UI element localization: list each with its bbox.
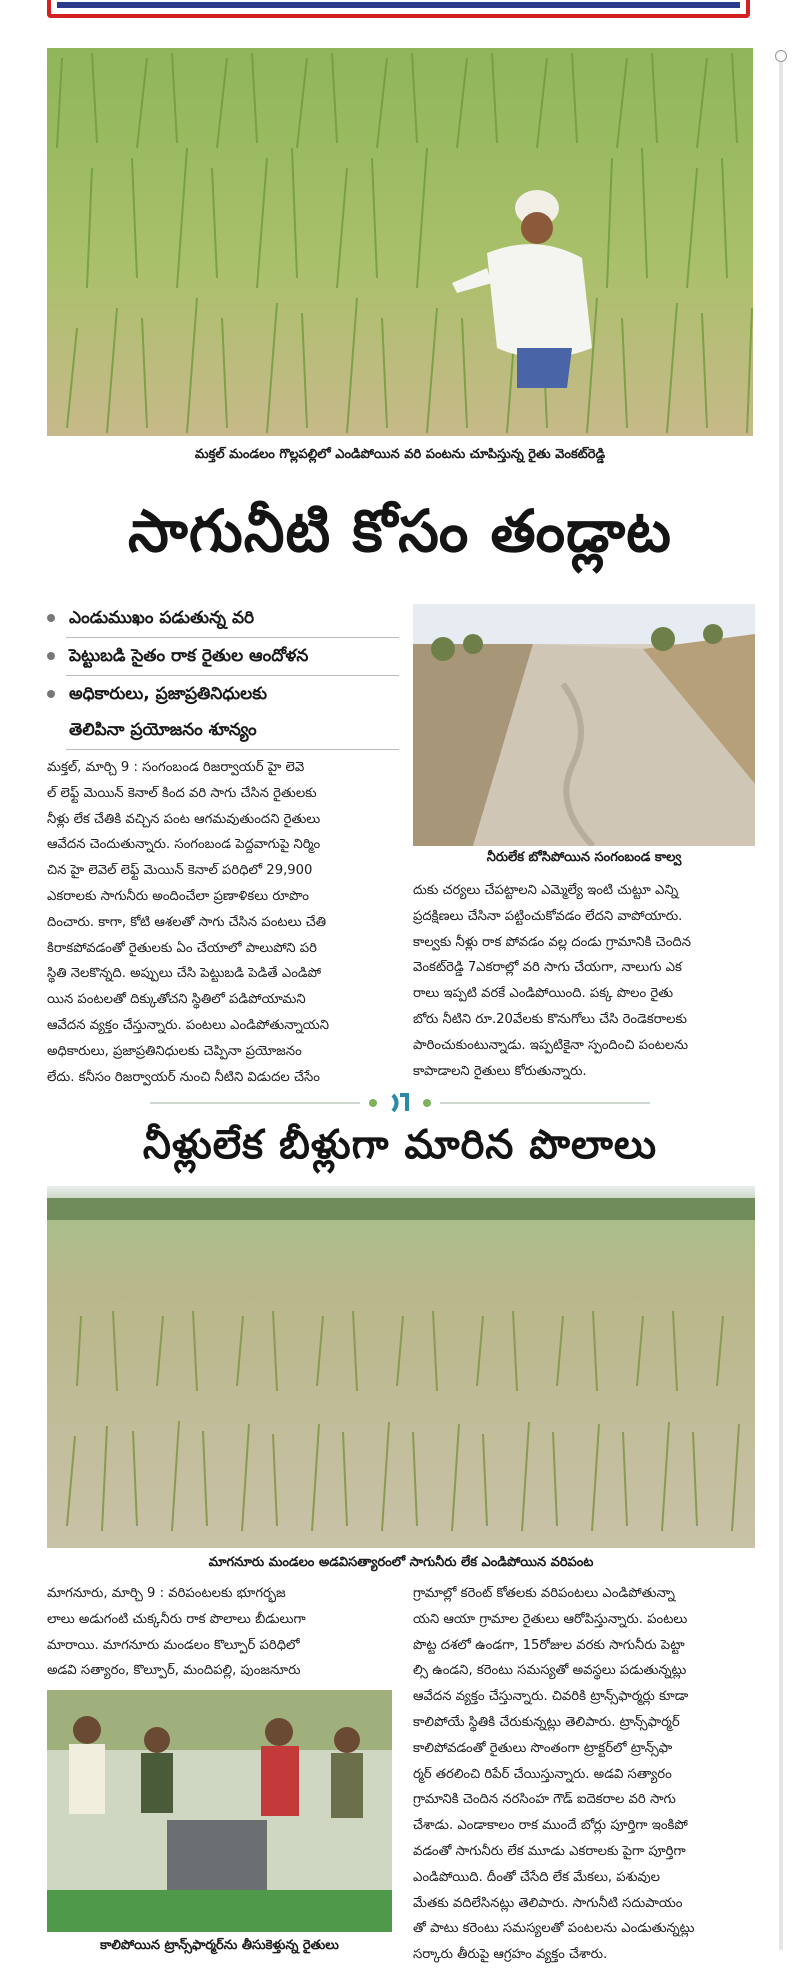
text-line: ప్రదక్షిణలు చేసినా పట్టించుకోవడం లేదని వాపోయారు.	[413, 908, 683, 924]
text-line: పారించుకుంటున్నాడు. ఇప్పటికైనా స్పందించి పంటలను	[413, 1037, 689, 1053]
text-line: అధికారులు, ప్రజాప్రతినిధులకు చెప్పినా ప్రయోజనం	[47, 1043, 302, 1059]
article1-column-left	[47, 755, 401, 1093]
text-line: మక్తల్‌, మార్చి 9 : సంగంబండ రిజర్వాయర్‌ హై లెవె	[47, 760, 305, 775]
scrollbar-thumb[interactable]	[775, 50, 787, 62]
text-line: మేతకు వదిలేసినట్లు తెలిపారు. సాగునీటి సదుపాయం	[413, 1895, 683, 1911]
text-line: ఎకరాలకు సాగునీరు అందించేలా ప్రణాళికలు రూపొం	[47, 888, 309, 904]
text-line: స్థితి నెలకొన్నది. అప్పులు చేసి పెట్టుబడి పెడితే ఎండిపో	[47, 966, 322, 982]
bullet-item	[47, 605, 402, 631]
text-line: తో పాటు కరెంటు సమస్యలతో పంటలను ఎండుతున్నట్లు	[413, 1921, 695, 1937]
text-line: గ్రామానికి చెందిన నరసింహ గౌడ్‌ ఐదెకరాల వరి సాగు	[413, 1792, 676, 1808]
bullet-item	[47, 643, 402, 669]
farmers-transformer-illustration	[47, 1690, 392, 1932]
text-line: ల్‌ లెఫ్ట్‌ మెయిన్‌ కెనాల్‌ కింద వరి సాగు చేసిన రైతులకు	[47, 785, 317, 801]
text-line: లేదు. కనీసం రిజర్వాయర్‌ నుంచి నీటిని విడుదల చేసేం	[47, 1069, 320, 1085]
photo-dry-canal	[413, 604, 755, 846]
farmer-paddy-illustration	[47, 48, 753, 436]
text-line: ఆవేదన వ్యక్తం చేస్తున్నారు. పంటలు ఎండిపోతున్నాయని	[47, 1017, 329, 1033]
text-line: గ్రామాల్లో కరెంట్‌ కోతలకు వరిపంటలు ఎండిపోతున్నా	[413, 1586, 675, 1601]
text-line: వెంకట్‌రెడ్డి 7ఎకరాల్లో వరి సాగు చేయగా, నాలుగు ఎక	[413, 960, 682, 976]
bullet-text: అధికారులు, ప్రజాప్రతినిధులకు	[69, 684, 267, 704]
bullet-item-continuation	[69, 717, 402, 743]
text-line: నీళ్లు లేక చేతికి వచ్చిన పంట ఆగమవుతుందని రైతులు	[47, 811, 321, 827]
bullet-item	[47, 681, 402, 707]
article2-column-right	[413, 1581, 755, 1971]
text-line: దుకు చర్యలు చేపట్టాలని ఎమ్మెల్యే ఇంటి చుట్టూ ఎన్ని	[413, 883, 679, 898]
bullet-text: ఎండుముఖం పడుతున్న వరి	[69, 608, 255, 628]
scrollbar-track[interactable]	[779, 50, 783, 1950]
photo4-caption: కాలిపోయిన ట్రాన్స్‌ఫార్మర్‌ను తీసుకెళ్తున్న రైతులు	[100, 1938, 339, 1953]
photo3-caption: మాగనూరు మండలం అడవిసత్యారంలో సాగునీరు లేక ఎండిపోయిన వరిపంట	[208, 1555, 594, 1570]
bullet-rule	[66, 675, 399, 676]
text-line: సర్కారు తీరుపై ఆగ్రహం వ్యక్తం చేశారు.	[413, 1947, 608, 1963]
text-line: కిరాకపోవడంతో రైతులకు ఏం చేయాలో పాలుపోని పరి	[47, 940, 317, 956]
dry-canal-illustration	[413, 604, 755, 846]
text-line: పొట్ట దశలో ఉండగా, 15రోజుల వరకు సాగునీరు పెట్టా	[413, 1637, 685, 1653]
bullet-rule	[66, 749, 399, 750]
photo-dried-paddy-field	[47, 1186, 755, 1548]
bullet-text: తెలిపినా ప్రయోజనం శూన్యం	[69, 720, 257, 740]
text-line: కాల్వకు నీళ్లు రాక పోవడం వల్ల దండు గ్రామానికి చెందిన	[413, 934, 691, 950]
article1-column-right	[413, 878, 755, 1088]
text-line: ఎండిపోయిది. దీంతో చేసేది లేక మేకలు, పశువుల	[413, 1869, 661, 1885]
photo2-caption: నీరులేక బోసిపోయిన సంగంబండ కాల్వ	[486, 850, 682, 865]
text-line: చిన హై లెవెల్‌ లెఫ్ట్‌ మెయిన్‌ కెనాల్‌ పరిధిలో 29,900	[47, 863, 313, 879]
text-line: బోరు నీటిని రూ.20వేలకు కొనుగోలు చేసి రెండెకరాలకు	[413, 1011, 687, 1027]
text-line: కాలిపోయే స్థితికి చేరుకున్నట్లు తెలిపారు. ట్రాన్స్‌ఫార్మర్‌	[413, 1714, 680, 1730]
photo-farmer-in-dry-paddy	[47, 48, 753, 436]
dried-field-illustration	[47, 1186, 755, 1548]
bullet-text: పెట్టుబడి సైతం రాక రైతుల ఆందోళన	[69, 646, 309, 666]
masthead-border	[47, 0, 750, 18]
masthead-band	[57, 2, 740, 8]
bullet-dot	[47, 652, 55, 660]
text-line: వడంతో సాగునీరు లేక మూడు ఎకరాలకు పైగా పూర్తిగా	[413, 1843, 686, 1859]
text-line: మాగనూరు, మార్చి 9 : వరిపంటలకు భూగర్భజ	[47, 1586, 286, 1601]
bullet-dot	[47, 690, 55, 698]
text-line: యని ఆయా గ్రామాల రైతులు ఆరోపిస్తున్నారు. పంటలు	[413, 1611, 688, 1627]
text-line: ఆవేదన చెందుతున్నారు. సంగంబండ పెద్దవాగుపై నిర్మిం	[47, 837, 321, 853]
text-line: మారాయి. మాగనూరు మండలం కొల్పూర్‌ పరిధిలో	[47, 1637, 300, 1653]
section-divider-left	[150, 1102, 360, 1104]
text-line: లాలు అడుగంటి చుక్కనీరు రాక పొలాలు బీడులుగా	[47, 1611, 306, 1627]
photo1-caption: మక్తల్‌ మండలం గొల్లపల్లిలో ఎండిపోయిన వరి పంటను చూపిస్తున్న రైతు వెంకట్‌రెడ్డి	[194, 447, 606, 462]
bullet-dot	[47, 614, 55, 622]
section-divider-right	[440, 1102, 650, 1104]
text-line: చేశాడు. ఎండాకాలం రాక ముందే బోర్లు పూర్తిగా ఇంకిపో	[413, 1818, 688, 1834]
second-headline: నీళ్లులేక బీళ్లుగా మారిన పొలాలు	[142, 1122, 658, 1168]
text-line: కాపాడాలని రైతులు కోరుతున్నారు.	[413, 1063, 587, 1079]
main-headline: సాగునీటి కోసం తండ్లాట	[128, 497, 672, 565]
text-line: ఆవేదన వ్యక్తం చేస్తున్నారు. చివరికి ట్రాన్స్‌ఫార్మర్లు కూడా	[413, 1689, 689, 1705]
text-line: రాలు ఇప్పటి వరకే ఎండిపోయింది. పక్క పొలం రైతు	[413, 986, 674, 1002]
text-line: దించారు. కాగా, కోటి ఆశలతో సాగు చేసిన పంటలు చేతి	[47, 914, 327, 930]
article2-column-left	[47, 1581, 392, 1689]
photo-farmers-with-transformer	[47, 1690, 392, 1932]
bullet-rule	[66, 637, 399, 638]
text-line: యిన పంటలతో దిక్కుతోచని స్థితిలో పడిపోయామని	[47, 992, 306, 1008]
text-line: అడవి సత్యారం, కొల్పూర్‌, మందిపల్లి, పుంజనూరు	[47, 1663, 301, 1679]
text-line: కాలిపోవడంతో రైతులు సొంతంగా ట్రాక్టర్‌లో ట్రాన్స్‌ఫా	[413, 1740, 673, 1756]
text-line: ల్సి ఉండని, కరెంటు సమస్యతో అవస్థలు పడుతున్నట్లు	[413, 1663, 687, 1679]
text-line: ర్మర్‌ తరలించి రిపేర్‌ చేయిస్తున్నారు. అడవి సత్యారం	[413, 1766, 672, 1782]
